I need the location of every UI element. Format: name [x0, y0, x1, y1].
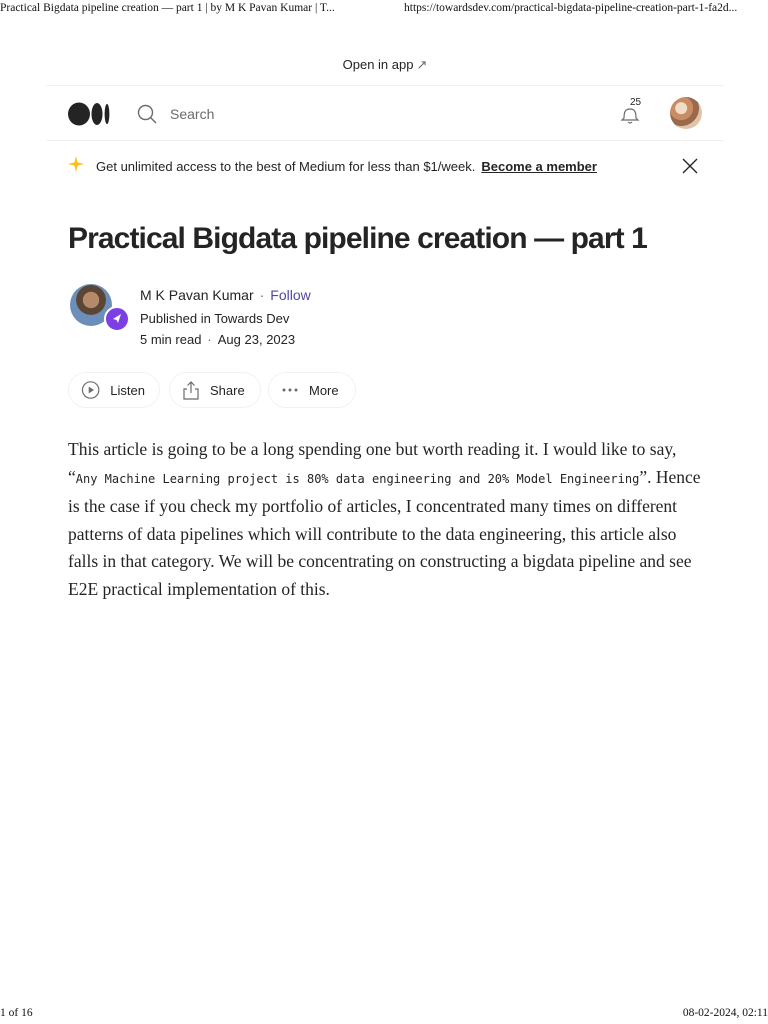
search-input[interactable]: Search — [170, 106, 215, 122]
notification-count: 25 — [630, 97, 642, 108]
open-in-app-link[interactable] — [46, 57, 724, 73]
follow-button[interactable]: Follow — [270, 287, 311, 303]
paragraph-text-continued: Hence is the case if you check my portfolio of articles, I concentrated many times on different patterns of data pipelines which will contribute to the data engineering, this article also falls in that category. We will be concentrating on constructing a bigdata pipeline and see E2E practical implementation of this. — [68, 466, 701, 599]
header-divider — [46, 140, 724, 141]
listen-label: Listen — [110, 382, 145, 398]
article-page — [46, 44, 724, 980]
top-divider — [46, 85, 724, 86]
published-in[interactable]: Published in Towards Dev — [140, 311, 290, 326]
print-header-title: Practical Bigdata pipeline creation — part 1 | by M K Pavan Kumar | T... — [0, 2, 335, 14]
more-label: More — [309, 382, 339, 398]
medium-logo-icon[interactable] — [68, 102, 110, 126]
quote-close: ”. — [639, 466, 652, 487]
article-paragraph — [68, 436, 708, 603]
paragraph-text: This article is going to be a long spending one but worth reading it. I would like to say, — [68, 439, 677, 459]
become-member-link[interactable]: Become a member — [481, 159, 597, 174]
external-arrow-icon: ↗ — [416, 57, 428, 72]
print-header-url: https://towardsdev.com/practical-bigdata-pipeline-creation-part-1-fa2d... — [404, 2, 738, 14]
banner-message: Get unlimited access to the best of Medium for less than $1/week. — [96, 159, 476, 174]
sparkle-icon — [68, 156, 84, 172]
user-avatar[interactable] — [670, 97, 702, 129]
read-time: 5 min read — [140, 332, 202, 347]
play-icon — [81, 380, 100, 400]
print-footer — [0, 1004, 768, 1024]
author-line — [140, 287, 311, 303]
publish-date: Aug 23, 2023 — [217, 332, 296, 347]
print-timestamp: 08-02-2024, 02:11 — [682, 1007, 768, 1019]
share-button[interactable] — [169, 372, 261, 408]
search-icon[interactable] — [137, 104, 157, 124]
page-number: 1 of 16 — [0, 1007, 33, 1019]
publication-logo-icon[interactable] — [104, 306, 130, 332]
print-header — [0, 0, 768, 18]
article-meta — [140, 332, 295, 347]
share-icon — [182, 380, 200, 400]
open-in-app-label: Open in app — [342, 57, 414, 72]
quote-open: “ — [68, 466, 76, 487]
inline-code: Any Machine Learning project is 80% data engineering and 20% Model Engineering — [75, 471, 640, 486]
close-icon[interactable] — [682, 158, 698, 174]
article-title: Practical Bigdata pipeline creation — part 1 — [68, 222, 647, 255]
separator-dot: · — [259, 287, 265, 303]
share-label: Share — [210, 382, 245, 398]
author-name[interactable]: M K Pavan Kumar — [140, 287, 254, 303]
more-icon — [281, 380, 299, 400]
membership-banner — [96, 159, 597, 174]
separator-dot: · — [207, 332, 212, 347]
listen-button[interactable] — [68, 372, 160, 408]
more-button[interactable] — [268, 372, 356, 408]
